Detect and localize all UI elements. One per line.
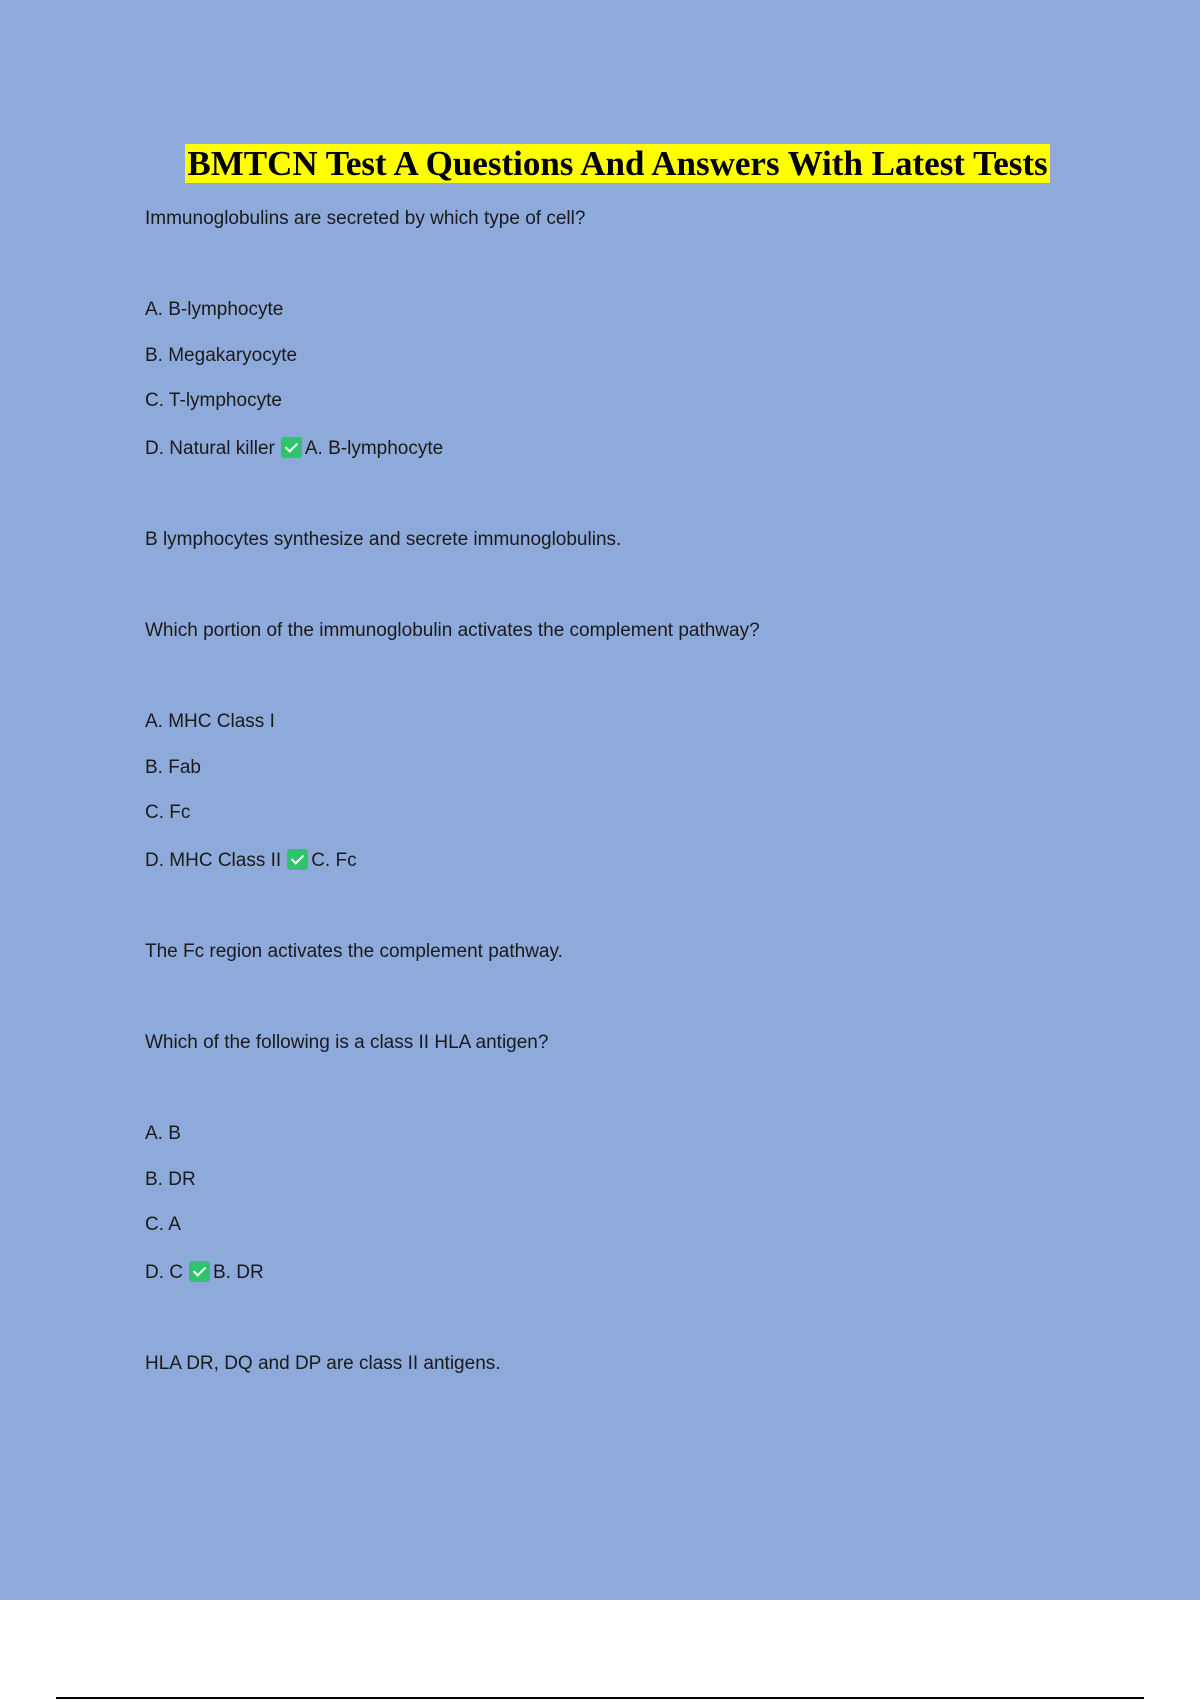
question-3-explanation: HLA DR, DQ and DP are class II antigens. [145, 1353, 501, 1374]
question-1-option-a: A. B-lymphocyte [145, 299, 284, 320]
check-mark-icon [287, 849, 308, 870]
question-1-answer: A. B-lymphocyte [304, 438, 444, 459]
document-title-text: BMTCN Test A Questions And Answers With Latest Tests [187, 144, 1048, 183]
check-mark-icon [281, 437, 302, 458]
question-2-option-a: A. MHC Class I [145, 711, 275, 732]
question-2-text: Which portion of the immunoglobulin activates the complement pathway? [145, 620, 760, 641]
question-1-option-b: B. Megakaryocyte [145, 345, 298, 366]
question-2-option-c: C. Fc [145, 802, 191, 823]
check-mark-icon [189, 1261, 210, 1282]
question-3-option-d-row [145, 1261, 264, 1285]
question-2-answer: C. Fc [311, 850, 357, 871]
question-1-option-c: C. T-lymphocyte [145, 390, 282, 411]
footer-divider [56, 1697, 1144, 1699]
question-1-explanation: B lymphocytes synthesize and secrete immunoglobulins. [145, 529, 622, 550]
question-3-option-a: A. B [145, 1123, 181, 1144]
question-1-option-d-row [145, 437, 443, 461]
question-1-text: Immunoglobulins are secreted by which type of cell? [145, 208, 586, 229]
document-title [0, 143, 1200, 185]
question-2-option-d-row [145, 849, 357, 873]
question-3-text: Which of the following is a class II HLA antigen? [145, 1032, 549, 1053]
question-2-explanation: The Fc region activates the complement pathway. [145, 941, 563, 962]
question-2-option-b: B. Fab [145, 757, 201, 778]
question-1-option-d: D. Natural killer [145, 438, 275, 459]
question-2-option-d: D. MHC Class II [145, 850, 282, 871]
question-3-option-d: D. C [145, 1262, 183, 1283]
question-3-answer: B. DR [213, 1262, 264, 1283]
question-3-option-c: C. A [145, 1214, 181, 1235]
question-3-option-b: B. DR [145, 1169, 196, 1190]
